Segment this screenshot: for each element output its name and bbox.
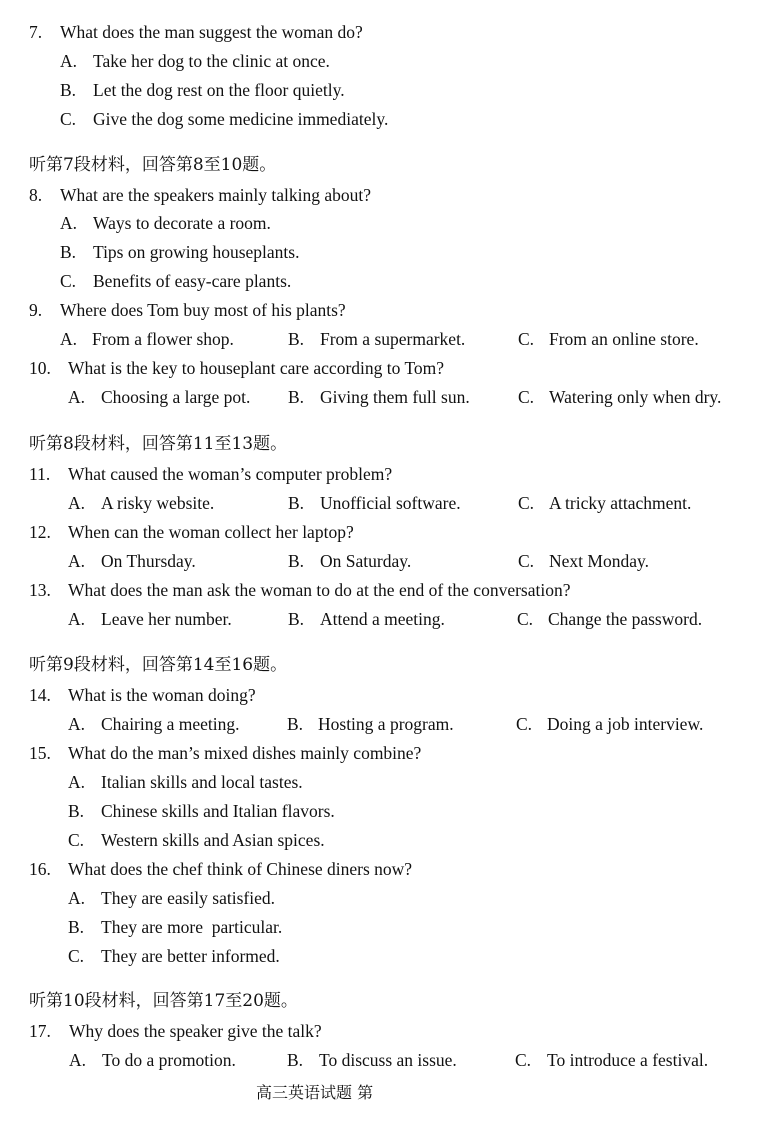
option-text: On Saturday. [320, 551, 412, 571]
question-text: What do the man’s mixed dishes mainly combine? [68, 743, 422, 763]
question-number: 14. [29, 685, 51, 705]
option-text: From an online store. [549, 329, 699, 349]
option-letter: A. [68, 772, 86, 792]
question-text: What caused the woman’s computer problem? [68, 464, 393, 484]
option-text: They are more particular. [101, 917, 283, 937]
option-text: Let the dog rest on the floor quietly. [93, 80, 345, 100]
section-heading-9: 听第9段材料，回答第14至16题。 [29, 655, 288, 675]
option-letter: A. [60, 51, 78, 71]
question-number: 9. [29, 300, 43, 320]
question-number: 12. [29, 522, 51, 542]
option-text: Giving them full sun. [320, 387, 470, 407]
option-letter: B. [68, 917, 85, 937]
option-text: They are better informed. [101, 946, 280, 966]
option-text: They are easily satisfied. [101, 888, 275, 908]
option-letter: B. [288, 387, 305, 407]
option-text: Unofficial software. [320, 493, 461, 513]
option-text: Chinese skills and Italian flavors. [101, 801, 335, 821]
option-text: To do a promotion. [102, 1050, 236, 1070]
option-letter: C. [518, 329, 535, 349]
option-text: Chairing a meeting. [101, 714, 240, 734]
option-text: A risky website. [101, 493, 215, 513]
section-heading-7: 听第7段材料，回答第8至10题。 [29, 155, 277, 175]
option-text: Change the password. [548, 609, 703, 629]
question-number: 8. [29, 185, 43, 205]
option-letter: A. [60, 213, 78, 233]
option-letter: C. [60, 109, 77, 129]
question-text: What does the man suggest the woman do? [60, 22, 363, 42]
question-text: What are the speakers mainly talking about? [60, 185, 371, 205]
option-letter: C. [517, 609, 534, 629]
question-number: 11. [29, 464, 51, 484]
option-letter: B. [68, 801, 85, 821]
option-letter: C. [68, 946, 85, 966]
option-text: Tips on growing houseplants. [93, 242, 300, 262]
option-letter: B. [288, 551, 305, 571]
option-letter: A. [68, 493, 86, 513]
question-number: 13. [29, 580, 51, 600]
option-letter: B. [288, 329, 305, 349]
option-letter: C. [60, 271, 77, 291]
option-text: Watering only when dry. [549, 387, 722, 407]
option-letter: A. [68, 714, 86, 734]
option-letter: B. [60, 80, 77, 100]
option-text: Doing a job interview. [547, 714, 704, 734]
option-text: Benefits of easy-care plants. [93, 271, 292, 291]
option-text: Next Monday. [549, 551, 649, 571]
option-text: To discuss an issue. [319, 1050, 457, 1070]
option-text: From a supermarket. [320, 329, 466, 349]
option-text: Hosting a program. [318, 714, 454, 734]
question-number: 7. [29, 22, 43, 42]
option-text: Attend a meeting. [320, 609, 445, 629]
option-letter: A. [60, 329, 78, 349]
option-text: On Thursday. [101, 551, 196, 571]
option-text: Western skills and Asian spices. [101, 830, 325, 850]
option-letter: B. [287, 1050, 304, 1070]
option-letter: A. [69, 1050, 87, 1070]
option-letter: C. [516, 714, 533, 734]
option-letter: B. [288, 493, 305, 513]
option-letter: A. [68, 888, 86, 908]
option-letter: C. [518, 493, 535, 513]
option-letter: C. [518, 551, 535, 571]
option-letter: C. [518, 387, 535, 407]
option-letter: A. [68, 609, 86, 629]
question-text: What is the woman doing? [68, 685, 256, 705]
option-text: Italian skills and local tastes. [101, 772, 303, 792]
question-text: What does the chef think of Chinese diners now? [68, 859, 413, 879]
question-text: Where does Tom buy most of his plants? [60, 300, 346, 320]
page-footer: 高三英语试题 第 [256, 1083, 374, 1102]
option-text: To introduce a festival. [547, 1050, 709, 1070]
option-letter: C. [68, 830, 85, 850]
option-text: Choosing a large pot. [101, 387, 251, 407]
question-number: 15. [29, 743, 51, 763]
option-letter: C. [515, 1050, 532, 1070]
section-heading-8: 听第8段材料，回答第11至13题。 [29, 434, 288, 454]
option-letter: B. [288, 609, 305, 629]
option-letter: A. [68, 387, 86, 407]
option-text: From a flower shop. [92, 329, 234, 349]
question-number: 16. [29, 859, 51, 879]
option-text: Give the dog some medicine immediately. [93, 109, 389, 129]
option-text: A tricky attachment. [549, 493, 692, 513]
section-heading-10: 听第10段材料，回答第17至20题。 [29, 991, 298, 1011]
question-number: 17. [29, 1021, 51, 1041]
option-text: Take her dog to the clinic at once. [93, 51, 330, 71]
question-text: When can the woman collect her laptop? [68, 522, 354, 542]
option-text: Ways to decorate a room. [93, 213, 271, 233]
option-letter: B. [287, 714, 304, 734]
question-text: What is the key to houseplant care according to Tom? [68, 358, 445, 378]
question-text: Why does the speaker give the talk? [69, 1021, 322, 1041]
option-letter: B. [60, 242, 77, 262]
option-letter: A. [68, 551, 86, 571]
option-text: Leave her number. [101, 609, 232, 629]
question-text: What does the man ask the woman to do at the end of the conversation? [68, 580, 571, 600]
question-number: 10. [29, 358, 51, 378]
